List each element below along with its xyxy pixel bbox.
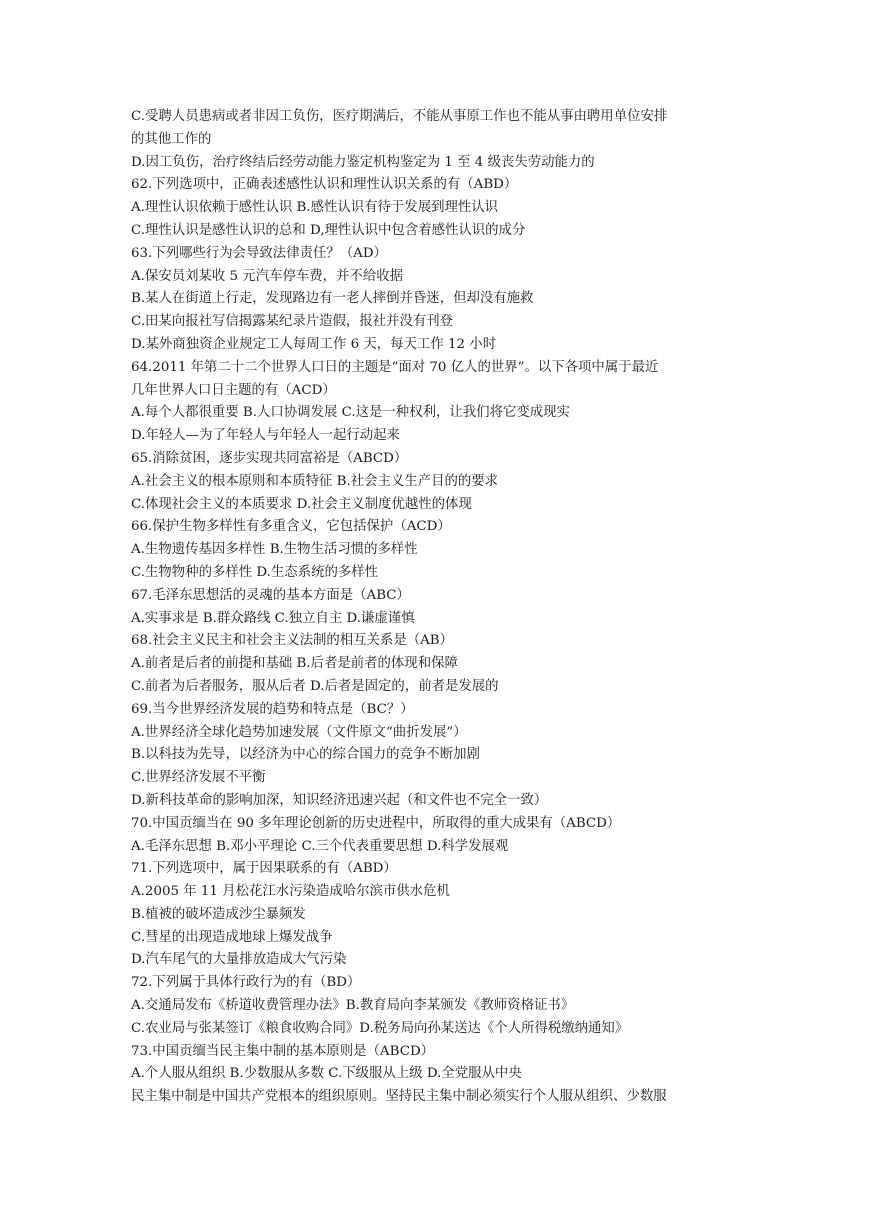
text-line: A.生物遗传基因多样性 B.生物生活习惯的多样性 — [131, 542, 418, 558]
text-line: A.每个人都很重要 B.人口协调发展 C.这是一种权利，让我们将它变成现实 — [131, 405, 570, 421]
question-64: 64.2011 年第二十二个世界人口日的主题是“面对 70 亿人的世界”。以下各项中属于最近 — [131, 359, 659, 375]
text-line: B.以科技为先导，以经济为中心的综合国力的竞争不断加剧 — [131, 747, 480, 763]
text-line: D.某外商独资企业规定工人每周工作 6 天，每天工作 12 小时 — [131, 336, 497, 352]
text-line: C.田某向报社写信揭露某纪录片造假，报社并没有刊登 — [131, 314, 454, 330]
text-line: D.新科技革命的影响加深，知识经济迅速兴起（和文件也不完全一致） — [131, 792, 548, 808]
question-67: 67.毛泽东思想活的灵魂的基本方面是（ABC） — [131, 587, 410, 603]
text-line: D.年轻人—为了年轻人与年轻人一起行动起来 — [131, 428, 400, 444]
text-line: 的其他工作的 — [131, 131, 212, 147]
question-71: 71.下列选项中，属于因果联系的有（ABD） — [131, 861, 397, 877]
text-line: D.汽车尾气的大量排放造成大气污染 — [131, 952, 347, 968]
text-line: A.毛泽东思想 B.邓小平理论 C.三个代表重要思想 D.科学发展观 — [131, 838, 509, 854]
text-line: 几年世界人口日主题的有（ACD） — [131, 382, 336, 398]
question-73: 73.中国贡缅当民主集中制的基本原则是（ABCD） — [131, 1043, 435, 1059]
text-line: A.个人服从组织 B.少数服从多数 C.下级服从上级 D.全党服从中央 — [131, 1066, 522, 1082]
text-line: A.实事求是 B.群众路线 C.独立自主 D.谦虚谨慎 — [131, 610, 415, 626]
text-line: 民主集中制是中国共产党根本的组织原则。坚持民主集中制必须实行个人服从组织、少数服 — [131, 1089, 667, 1105]
question-63: 63.下列哪些行为会导致法律责任？（AD） — [131, 245, 387, 261]
text-line: A.保安员刘某收 5 元汽车停车费，并不给收据 — [131, 268, 403, 284]
text-line: B.某人在街道上行走，发现路边有一老人摔倒并昏迷，但却没有施救 — [131, 291, 534, 307]
text-line: A.前者是后者的前提和基础 B.后者是前者的体现和保障 — [131, 656, 458, 672]
question-65: 65.消除贫困，逐步实现共同富裕是（ABCD） — [131, 450, 408, 466]
text-line: A.交通局发布《桥道收费管理办法》B.教育局向李某颁发《教师资格证书》 — [131, 998, 575, 1014]
question-72: 72.下列属于具体行政行为的有（BD） — [131, 975, 361, 991]
text-line: D.因工负伤，治疗终结后经劳动能力鉴定机构鉴定为 1 至 4 级丧失劳动能力的 — [131, 154, 595, 170]
question-68: 68.社会主义民主和社会主义法制的相互关系是（AB） — [131, 633, 454, 649]
document-text — [131, 106, 741, 1109]
text-line: A.世界经济全球化趋势加速发展（文件原文“曲折发展”） — [131, 724, 467, 740]
text-line: C.受聘人员患病或者非因工负伤，医疗期满后，不能从事原工作也不能从事由聘用单位安排 — [131, 109, 668, 124]
text-line: C.世界经济发展不平衡 — [131, 770, 266, 786]
text-line: C.彗星的出现造成地球上爆发战争 — [131, 929, 333, 945]
question-62: 62.下列选项中，正确表述感性认识和理性认识关系的有（ABD） — [131, 177, 518, 193]
text-line: C.生物物种的多样性 D.生态系统的多样性 — [131, 564, 379, 580]
text-line: A.社会主义的根本原则和本质特征 B.社会主义生产目的的要求 — [131, 473, 499, 489]
text-line: C.农业局与张某签订《粮食收购合同》D.税务局向孙某送达《个人所得税缴纳通知》 — [131, 1020, 629, 1036]
text-line: B.植被的破坏造成沙尘暴频发 — [131, 906, 306, 922]
question-69: 69.当今世界经济发展的趋势和特点是（BC？） — [131, 701, 414, 717]
question-70: 70.中国贡缅当在 90 多年理论创新的历史进程中，所取得的重大成果有（ABCD） — [131, 815, 621, 831]
text-line: C.体现社会主义的本质要求 D.社会主义制度优越性的体现 — [131, 496, 472, 512]
text-line: A.2005 年 11 月松花江水污染造成哈尔滨市供水危机 — [131, 884, 450, 900]
text-line: C.理性认识是感性认识的总和 D,理性认识中包含着感性认识的成分 — [131, 222, 526, 238]
text-line: A.理性认识依赖于感性认识 B.感性认识有待于发展到理性认识 — [131, 200, 499, 216]
question-66: 66.保护生物多样性有多重含义，它包括保护（ACD） — [131, 519, 451, 535]
text-line: C.前者为后者服务，服从后者 D.后者是固定的，前者是发展的 — [131, 678, 499, 694]
